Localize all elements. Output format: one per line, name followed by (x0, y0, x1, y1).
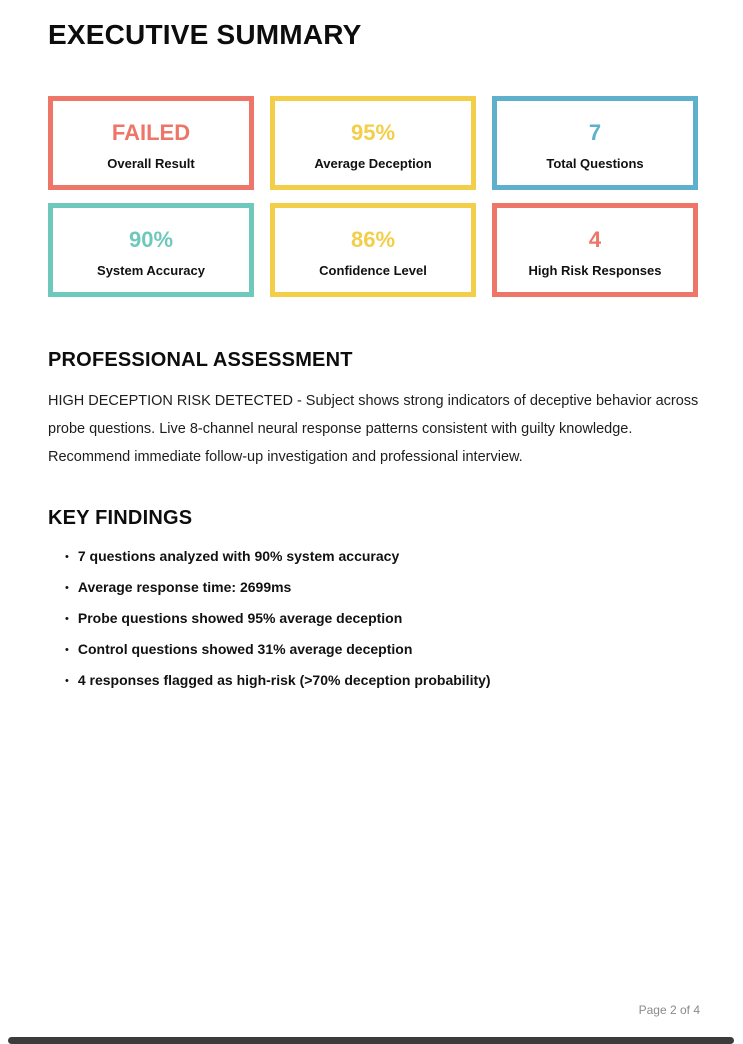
stat-label: Confidence Level (319, 263, 427, 278)
finding-item: • 7 questions analyzed with 90% system accuracy (65, 549, 698, 566)
section-key-findings (48, 507, 698, 690)
finding-item: • Probe questions showed 95% average deception (65, 611, 698, 628)
stat-value: FAILED (111, 120, 191, 145)
section-heading-assessment: PROFESSIONAL ASSESSMENT (48, 349, 353, 371)
stat-card-overall-result (48, 96, 254, 190)
stat-label: Overall Result (107, 156, 195, 171)
stat-label: High Risk Responses (528, 263, 662, 278)
stat-value: 7 (588, 120, 602, 145)
bottom-edge-bar (8, 1037, 734, 1044)
stat-card-average-deception (270, 96, 476, 190)
stat-card-high-risk-responses (492, 203, 698, 297)
stat-card-total-questions (492, 96, 698, 190)
stat-value: 95% (350, 120, 396, 145)
stat-value: 86% (350, 227, 396, 252)
stat-card-confidence-level (270, 203, 476, 297)
findings-list (48, 549, 698, 690)
stat-label: Average Deception (314, 156, 432, 171)
page-title: EXECUTIVE SUMMARY (48, 19, 362, 50)
stat-label: Total Questions (546, 156, 644, 171)
stat-card-grid (48, 96, 698, 297)
stat-label: System Accuracy (97, 263, 205, 278)
finding-item: • 4 responses flagged as high-risk (>70% deception probability) (65, 673, 698, 690)
stat-card-system-accuracy (48, 203, 254, 297)
finding-item: • Average response time: 2699ms (65, 580, 698, 597)
section-heading-findings: KEY FINDINGS (48, 507, 193, 529)
stat-value: 90% (128, 227, 174, 252)
page-number: Page 2 of 4 (638, 1003, 700, 1017)
finding-item: • Control questions showed 31% average deception (65, 642, 698, 659)
assessment-paragraph: HIGH DECEPTION RISK DETECTED - Subject shows strong indicators of deceptive behavior across probe questions. Live 8-channel neural response patterns consistent with guilty knowledge. Recommend immediate follow-up investigation and professional interview. (48, 393, 699, 465)
stat-value: 4 (588, 227, 602, 252)
section-professional-assessment (48, 349, 698, 471)
